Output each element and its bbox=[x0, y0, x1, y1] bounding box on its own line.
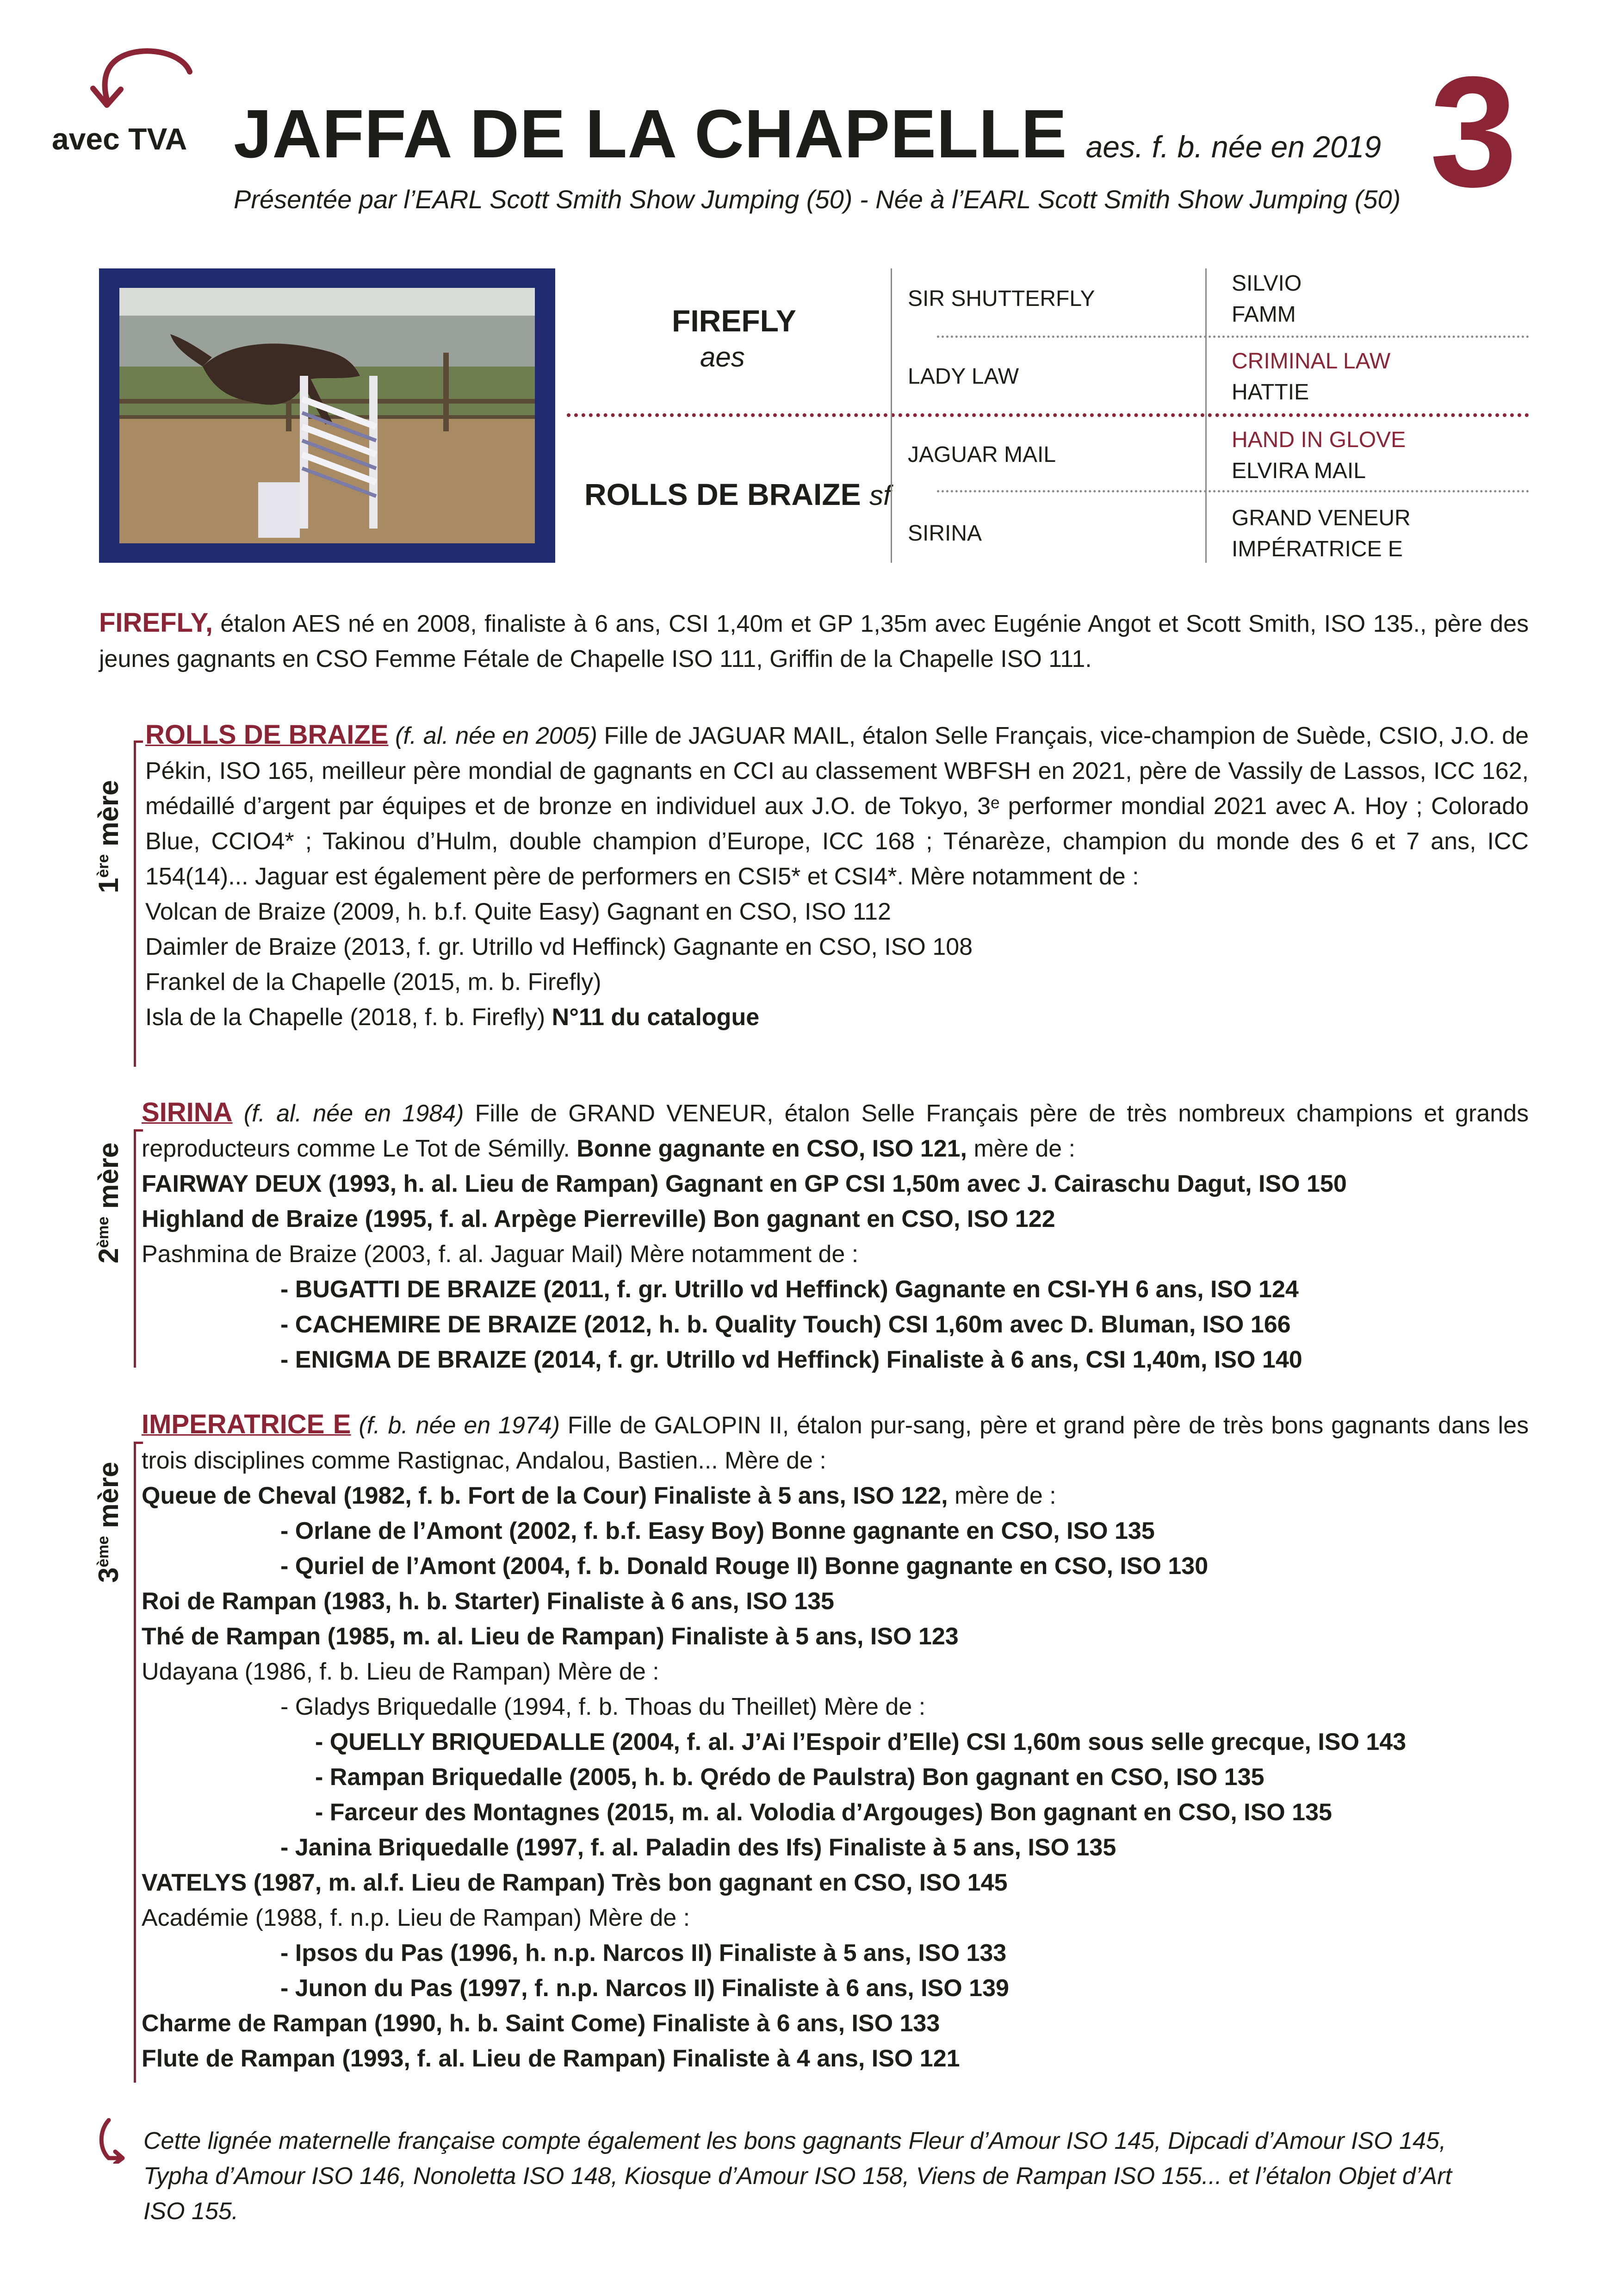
mere3-info: (f. b. née en 1974) bbox=[351, 1412, 560, 1439]
pedigree-gen2-dam-sire: JAGUAR MAIL bbox=[908, 442, 1056, 467]
pedigree-gen3-2: FAMM bbox=[1232, 302, 1296, 327]
mere3-description: Fille de GALOPIN II, étalon pur-sang, père et grand père de très bons gagnants dans les trois disciplines comme Rastignac, Andalou, Bastien... Mère de : bbox=[142, 1412, 1529, 1474]
mere3-product-2: Roi de Rampan (1983, h. b. Starter) Finaliste à 6 ans, ISO 135 bbox=[142, 1588, 834, 1615]
pedigree-separator-lower bbox=[937, 490, 1529, 492]
mere3-grandproduct-3: - Gladys Briquedalle (1994, f. b. Thoas du Theillet) Mère de : bbox=[280, 1693, 926, 1720]
pedigree-column-line-1 bbox=[891, 268, 892, 563]
mere3-grandproduct-6: - Junon du Pas (1997, f. n.p. Narcos II) Finaliste à 6 ans, ISO 139 bbox=[280, 1975, 1009, 2002]
mere2-product-3: Pashmina de Braize (2003, f. al. Jaguar Mail) Mère notamment de : bbox=[142, 1241, 859, 1268]
mere1-product-3: Frankel de la Chapelle (2015, m. b. Firefly) bbox=[145, 969, 601, 996]
mere2-grandproduct-2: - CACHEMIRE DE BRAIZE (2012, h. b. Quality Touch) CSI 1,60m avec D. Bluman, ISO 166 bbox=[280, 1311, 1291, 1338]
sire-name: FIREFLY, bbox=[99, 608, 213, 638]
mere3-label-num: 3 bbox=[93, 1567, 124, 1583]
mere3-grandproduct-4: - Janina Briquedalle (1997, f. al. Paladin des Ifs) Finaliste à 5 ans, ISO 135 bbox=[280, 1834, 1116, 1861]
mere2-grandproduct-1: - BUGATTI DE BRAIZE (2011, f. gr. Utrillo vd Heffinck) Gagnante en CSI-YH 6 ans, ISO 124 bbox=[280, 1276, 1299, 1303]
mere2-product-2: Highland de Braize (1995, f. al. Arpège Pierreville) Bon gagnant en CSO, ISO 122 bbox=[142, 1206, 1055, 1232]
pedigree-gen2-sire-sire: SIR SHUTTERFLY bbox=[908, 286, 1095, 311]
horse-info: aes. f. b. née en 2019 bbox=[1085, 130, 1382, 164]
pedigree-gen2-dam-dam: SIRINA bbox=[908, 521, 982, 546]
mere1-info: (f. al. née en 2005) bbox=[388, 722, 597, 749]
mere3-label bbox=[93, 1462, 124, 1583]
pedigree-sire-breed: aes bbox=[700, 342, 745, 373]
mere3-section bbox=[142, 1407, 1529, 2076]
mere3-product-3: Thé de Rampan (1985, m. al. Lieu de Rampan) Finaliste à 5 ans, ISO 123 bbox=[142, 1623, 959, 1650]
mere1-product-4 bbox=[145, 1000, 1529, 1035]
mere2-description: Fille de GRAND VENEUR, étalon Selle Français père de très nombreux champions et grands reproducteurs comme Le Tot de Sémilly. bbox=[142, 1100, 1529, 1162]
pedigree-dam-breed: sf bbox=[869, 480, 891, 511]
title-line bbox=[234, 95, 1381, 174]
lineage-note: Cette lignée maternelle française compte également les bons gagnants Fleur d’Amour ISO 145, Dipcadi d’Amour ISO 145, Typha d’Amour ISO 146, Nonoletta ISO 148, Kiosque d’Amour ISO 158, Viens de Rampan ISO 155... et l’étalon Objet d’Art ISO 155. bbox=[143, 2128, 1452, 2225]
mere3-paragraph bbox=[142, 1407, 1529, 1478]
pedigree-gen3-8: IMPÉRATRICE E bbox=[1232, 537, 1403, 561]
pedigree-gen3-5: HAND IN GLOVE bbox=[1232, 428, 1406, 452]
mere1-product-2: Daimler de Braize (2013, f. gr. Utrillo vd Heffinck) Gagnante en CSO, ISO 108 bbox=[145, 933, 973, 960]
pedigree-separator bbox=[567, 413, 1529, 417]
mere1-section bbox=[145, 717, 1529, 1035]
mere3-label-sup: ème bbox=[94, 1536, 112, 1568]
mere3-product-4: Udayana (1986, f. b. Lieu de Rampan) Mère de : bbox=[142, 1658, 659, 1685]
pedigree-gen2-sire-dam: LADY LAW bbox=[908, 364, 1019, 389]
mere2-info: (f. al. née en 1984) bbox=[232, 1100, 464, 1127]
mere1-product-1: Volcan de Braize (2009, h. b.f. Quite Easy) Gagnant en CSO, ISO 112 bbox=[145, 898, 891, 925]
horse-jumping-image bbox=[119, 288, 535, 543]
mere2-product-1: FAIRWAY DEUX (1993, h. al. Lieu de Rampan) Gagnant en GP CSI 1,50m avec J. Cairaschu Dagut, ISO 150 bbox=[142, 1170, 1347, 1197]
mere1-product-4-text: Isla de la Chapelle (2018, f. b. Firefly) bbox=[145, 1004, 552, 1031]
mere3-grandproduct-5: - Ipsos du Pas (1996, h. n.p. Narcos II) Finaliste à 5 ans, ISO 133 bbox=[280, 1940, 1007, 1966]
mere3-product-1 bbox=[142, 1478, 1529, 1513]
mere2-description-tail: mère de : bbox=[967, 1135, 1076, 1162]
mere2-label bbox=[93, 1142, 124, 1263]
mere1-label-word: mère bbox=[93, 780, 124, 854]
mere3-grandproduct-2: - Quriel de l’Amont (2004, f. b. Donald Rouge II) Bonne gagnante en CSO, ISO 130 bbox=[280, 1553, 1209, 1580]
mere3-product-5: VATELYS (1987, m. al.f. Lieu de Rampan) Très bon gagnant en CSO, ISO 145 bbox=[142, 1869, 1008, 1896]
mere1-label-sup: ère bbox=[94, 854, 112, 878]
pedigree-dam bbox=[584, 477, 891, 512]
pedigree-gen3-4: HATTIE bbox=[1232, 380, 1309, 404]
mere3-greatgrandproduct-2: - Rampan Briquedalle (2005, h. b. Qrédo de Paulstra) Bon gagnant en CSO, ISO 135 bbox=[315, 1764, 1265, 1791]
pedigree-column-line-2 bbox=[1205, 268, 1207, 563]
sire-description: étalon AES né en 2008, finaliste à 6 ans, CSI 1,40m et GP 1,35m avec Eugénie Angot et Scott Smith, ISO 135., père des jeunes gagnants en CSO Femme Fétale de Chapelle ISO 111, Griffin de la Chapelle ISO 111. bbox=[99, 610, 1529, 672]
mere2-paragraph bbox=[142, 1095, 1529, 1166]
mere3-label-word: mère bbox=[93, 1462, 124, 1536]
mere1-name: ROLLS DE BRAIZE bbox=[145, 720, 389, 750]
presenter-line: Présentée par l’EARL Scott Smith Show Jumping (50) - Née à l’EARL Scott Smith Show Jumping (50) bbox=[234, 185, 1401, 214]
mere3-product-1-text: Queue de Cheval (1982, f. b. Fort de la Cour) Finaliste à 5 ans, ISO 122, bbox=[142, 1482, 948, 1509]
mere1-label-num: 1 bbox=[93, 877, 124, 893]
pedigree-separator-upper bbox=[937, 336, 1529, 338]
mere2-grandproduct-3: - ENIGMA DE BRAIZE (2014, f. gr. Utrillo vd Heffinck) Finaliste à 6 ans, CSI 1,40m, ISO 140 bbox=[280, 1346, 1302, 1373]
tva-label: avec TVA bbox=[52, 122, 187, 156]
mere2-label-word: mère bbox=[93, 1142, 124, 1217]
mere3-greatgrandproduct-3: - Farceur des Montagnes (2015, m. al. Volodia d’Argouges) Bon gagnant en CSO, ISO 135 bbox=[315, 1799, 1332, 1826]
mere1-bracket bbox=[134, 740, 143, 1067]
pedigree-gen3-3: CRIMINAL LAW bbox=[1232, 349, 1391, 373]
pedigree-dam-name: ROLLS DE BRAIZE bbox=[584, 477, 861, 511]
mere2-section bbox=[142, 1095, 1529, 1377]
sire-paragraph bbox=[99, 605, 1529, 677]
pedigree-gen3-7: GRAND VENEUR bbox=[1232, 506, 1411, 530]
pedigree-gen3-6: ELVIRA MAIL bbox=[1232, 459, 1366, 483]
mere3-product-1-tail: mère de : bbox=[948, 1482, 1056, 1509]
mere1-paragraph bbox=[145, 717, 1529, 894]
horse-name: JAFFA DE LA CHAPELLE bbox=[234, 96, 1067, 172]
mere3-product-6: Académie (1988, f. n.p. Lieu de Rampan) Mère de : bbox=[142, 1904, 690, 1931]
hook-arrow-icon bbox=[95, 2117, 127, 2164]
mere3-name: IMPERATRICE E bbox=[142, 1409, 351, 1439]
mere3-grandproduct-1: - Orlane de l’Amont (2002, f. b.f. Easy Boy) Bonne gagnante en CSO, ISO 135 bbox=[280, 1518, 1155, 1544]
mere1-label bbox=[93, 780, 124, 893]
mere2-label-num: 2 bbox=[93, 1248, 124, 1263]
horse-photo bbox=[99, 268, 555, 563]
mere3-product-8: Flute de Rampan (1993, f. al. Lieu de Rampan) Finaliste à 4 ans, ISO 121 bbox=[142, 2045, 960, 2072]
pedigree-gen3-1: SILVIO bbox=[1232, 271, 1302, 296]
lot-number: 3 bbox=[1430, 44, 1518, 220]
mere3-greatgrandproduct-1: - QUELLY BRIQUEDALLE (2004, f. al. J’Ai l’Espoir d’Elle) CSI 1,60m sous selle grecque, ISO 143 bbox=[315, 1729, 1407, 1755]
mere3-product-7: Charme de Rampan (1990, h. b. Saint Come) Finaliste à 6 ans, ISO 133 bbox=[142, 2010, 940, 2037]
mere2-label-sup: ème bbox=[94, 1216, 112, 1248]
curved-arrow-icon bbox=[76, 44, 197, 113]
mere2-name: SIRINA bbox=[142, 1097, 233, 1127]
mere1-catalogue-ref: N°11 du catalogue bbox=[552, 1004, 760, 1031]
mere1-description: Fille de JAGUAR MAIL, étalon Selle Français, vice-champion de Suède, CSIO, J.O. de Pékin, ISO 165, meilleur père mondial de gagnants en CCI au classement WBFSH en 2021, père de Vassily de Lassos, ICC 162, médaillé d’argent par équipes et de bronze en individuel aux J.O. de Tokyo, 3ᵉ performer mondial 2021 avec A. Hoy ; Colorado Blue, CCIO4* ; Takinou d’Hulm, double champion d’Europe, ICC 168 ; Ténarèze, champion du monde des 6 et 7 ans, ICC 154(14)... Jaguar est également père de performers en CSI5* et CSI4*. Mère notamment de : bbox=[145, 722, 1529, 890]
mere2-performance: Bonne gagnante en CSO, ISO 121, bbox=[577, 1135, 967, 1162]
pedigree-sire: FIREFLY bbox=[672, 304, 796, 338]
